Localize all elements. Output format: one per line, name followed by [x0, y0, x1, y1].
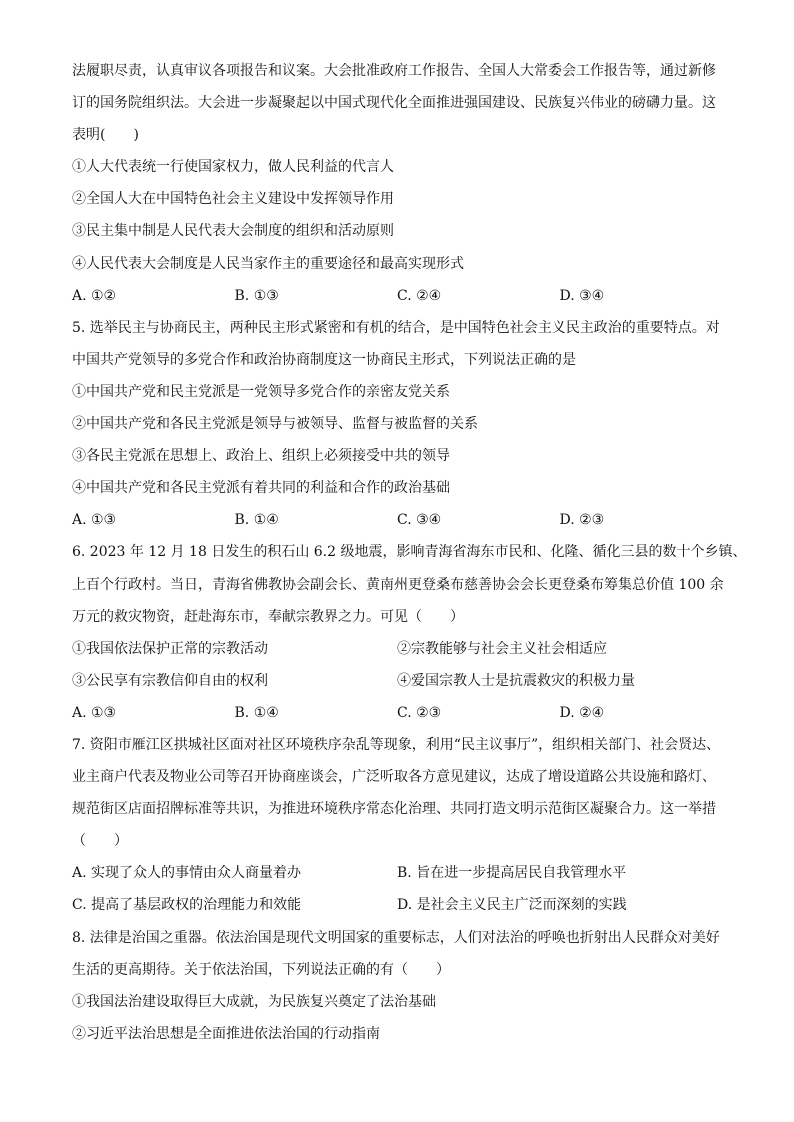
q7-stem-line-3: 规范街区店面招牌标准等共识，为推进环境秩序常态化治理、共同打造文明示范街区凝聚合力。这一举措 [72, 801, 716, 818]
q4-item-1: ①人大代表统一行使国家权力，做人民利益的代言人 [72, 159, 394, 176]
q7-stem-line-2: 业主商户代表及物业公司等召开协商座谈会，广泛听取各方意见建议，达成了增设道路公共设施和路灯、 [72, 769, 716, 786]
q7-option-a: A. 实现了众人的事情由众人商量着办 [72, 865, 302, 882]
q6-option-b: B. ①④ [234, 704, 279, 721]
q4-option-b: B. ①③ [234, 287, 279, 304]
q7-stem-line-1: 7. 资阳市雁江区拱城社区面对社区环境秩序杂乱等现象，利用“民主议事厅”，组织相关部门、社会贤达、 [72, 736, 721, 753]
q5-option-c: C. ③④ [397, 512, 442, 529]
q4-item-2: ②全国人大在中国特色社会主义建设中发挥领导作用 [72, 191, 394, 208]
q7-options-row-1 [72, 863, 722, 883]
q4-stem-line-3: 表明( ) [72, 127, 139, 144]
q5-item-4: ④中国共产党和各民主党派有着共同的利益和合作的政治基础 [72, 480, 450, 497]
q6-items-row-2 [72, 671, 722, 691]
question-7 [72, 735, 722, 915]
q6-option-d: D. ②④ [559, 704, 605, 721]
q4-option-a: A. ①② [72, 287, 117, 304]
q5-item-3: ③各民主党派在思想上、政治上、组织上必须接受中共的领导 [72, 448, 450, 465]
q6-item-2: ②宗教能够与社会主义社会相适应 [397, 640, 607, 657]
q5-options [72, 510, 722, 530]
q7-option-b: B. 旨在进一步提高居民自我管理水平 [397, 865, 627, 882]
q4-option-c: C. ②④ [397, 287, 442, 304]
q6-stem-line-2: 上百个行政村。当日，青海省佛教协会副会长、黄南州更登桑布慈善协会会长更登桑布筹集总价值 100 余 [72, 576, 724, 593]
q6-option-a: A. ①③ [72, 704, 117, 721]
q4-option-d: D. ③④ [559, 287, 605, 304]
q7-option-d: D. 是社会主义民主广泛而深刻的实践 [397, 897, 627, 914]
q6-item-3: ③公民享有宗教信仰自由的权利 [72, 672, 268, 689]
exam-page [72, 61, 747, 1056]
question-5 [72, 318, 722, 531]
q7-stem-line-4: （ ） [72, 833, 128, 850]
question-6 [72, 542, 747, 722]
q8-item-1: ①我国法治建设取得巨大成就，为民族复兴奠定了法治基础 [72, 993, 436, 1010]
q6-options [72, 703, 722, 723]
q6-items-row-1 [72, 639, 722, 659]
q5-option-a: A. ①③ [72, 512, 117, 529]
q8-stem-line-1: 8. 法律是治国之重器。依法治国是现代文明国家的重要标志，人们对法治的呼唤也折射出人民群众对美好 [72, 929, 720, 946]
q5-item-1: ①中国共产党和民主党派是一党领导多党合作的亲密友党关系 [72, 383, 450, 400]
q4-item-4: ④人民代表大会制度是人民当家作主的重要途径和最高实现形式 [72, 255, 464, 272]
q6-option-c: C. ②③ [397, 704, 442, 721]
q6-item-1: ①我国依法保护正常的宗教活动 [72, 640, 268, 657]
question-4 [72, 61, 722, 306]
q4-options [72, 286, 722, 306]
q6-stem-line-1: 6. 2023 年 12 月 18 日发生的积石山 6.2 级地震，影响青海省海东市民和、化隆、循化三县的数十个乡镇、 [72, 544, 747, 561]
q8-item-2: ②习近平法治思想是全面推进依法治国的行动指南 [72, 1025, 380, 1042]
q7-option-c: C. 提高了基层政权的治理能力和效能 [72, 897, 302, 914]
q5-stem-line-1: 5. 选举民主与协商民主，两种民主形式紧密和有机的结合，是中国特色社会主义民主政治的重要特点。对 [72, 319, 720, 336]
q5-option-b: B. ①④ [234, 512, 279, 529]
question-8 [72, 928, 722, 1044]
q4-stem-line-1: 法履职尽责，认真审议各项报告和议案。大会批准政府工作报告、全国人大常委会工作报告等，通过新修 [72, 63, 716, 79]
q5-option-d: D. ②③ [559, 512, 605, 529]
q7-options-row-2 [72, 895, 722, 915]
q6-item-4: ④爱国宗教人士是抗震救灾的积极力量 [397, 672, 635, 689]
q8-stem-line-2: 生活的更高期待。关于依法治国，下列说法正确的有（ ） [72, 961, 450, 978]
q5-item-2: ②中国共产党和各民主党派是领导与被领导、监督与被监督的关系 [72, 416, 478, 433]
q4-item-3: ③民主集中制是人民代表大会制度的组织和活动原则 [72, 223, 394, 240]
q4-stem-line-2: 订的国务院组织法。大会进一步凝聚起以中国式现代化全面推进强国建设、民族复兴伟业的磅礴力量。这 [72, 95, 716, 112]
q5-stem-line-2: 中国共产党领导的多党合作和政治协商制度这一协商民主形式，下列说法正确的是 [72, 351, 576, 368]
q6-stem-line-3: 万元的救灾物资，赶赴海东市，奉献宗教界之力。可见（ ） [72, 608, 464, 625]
